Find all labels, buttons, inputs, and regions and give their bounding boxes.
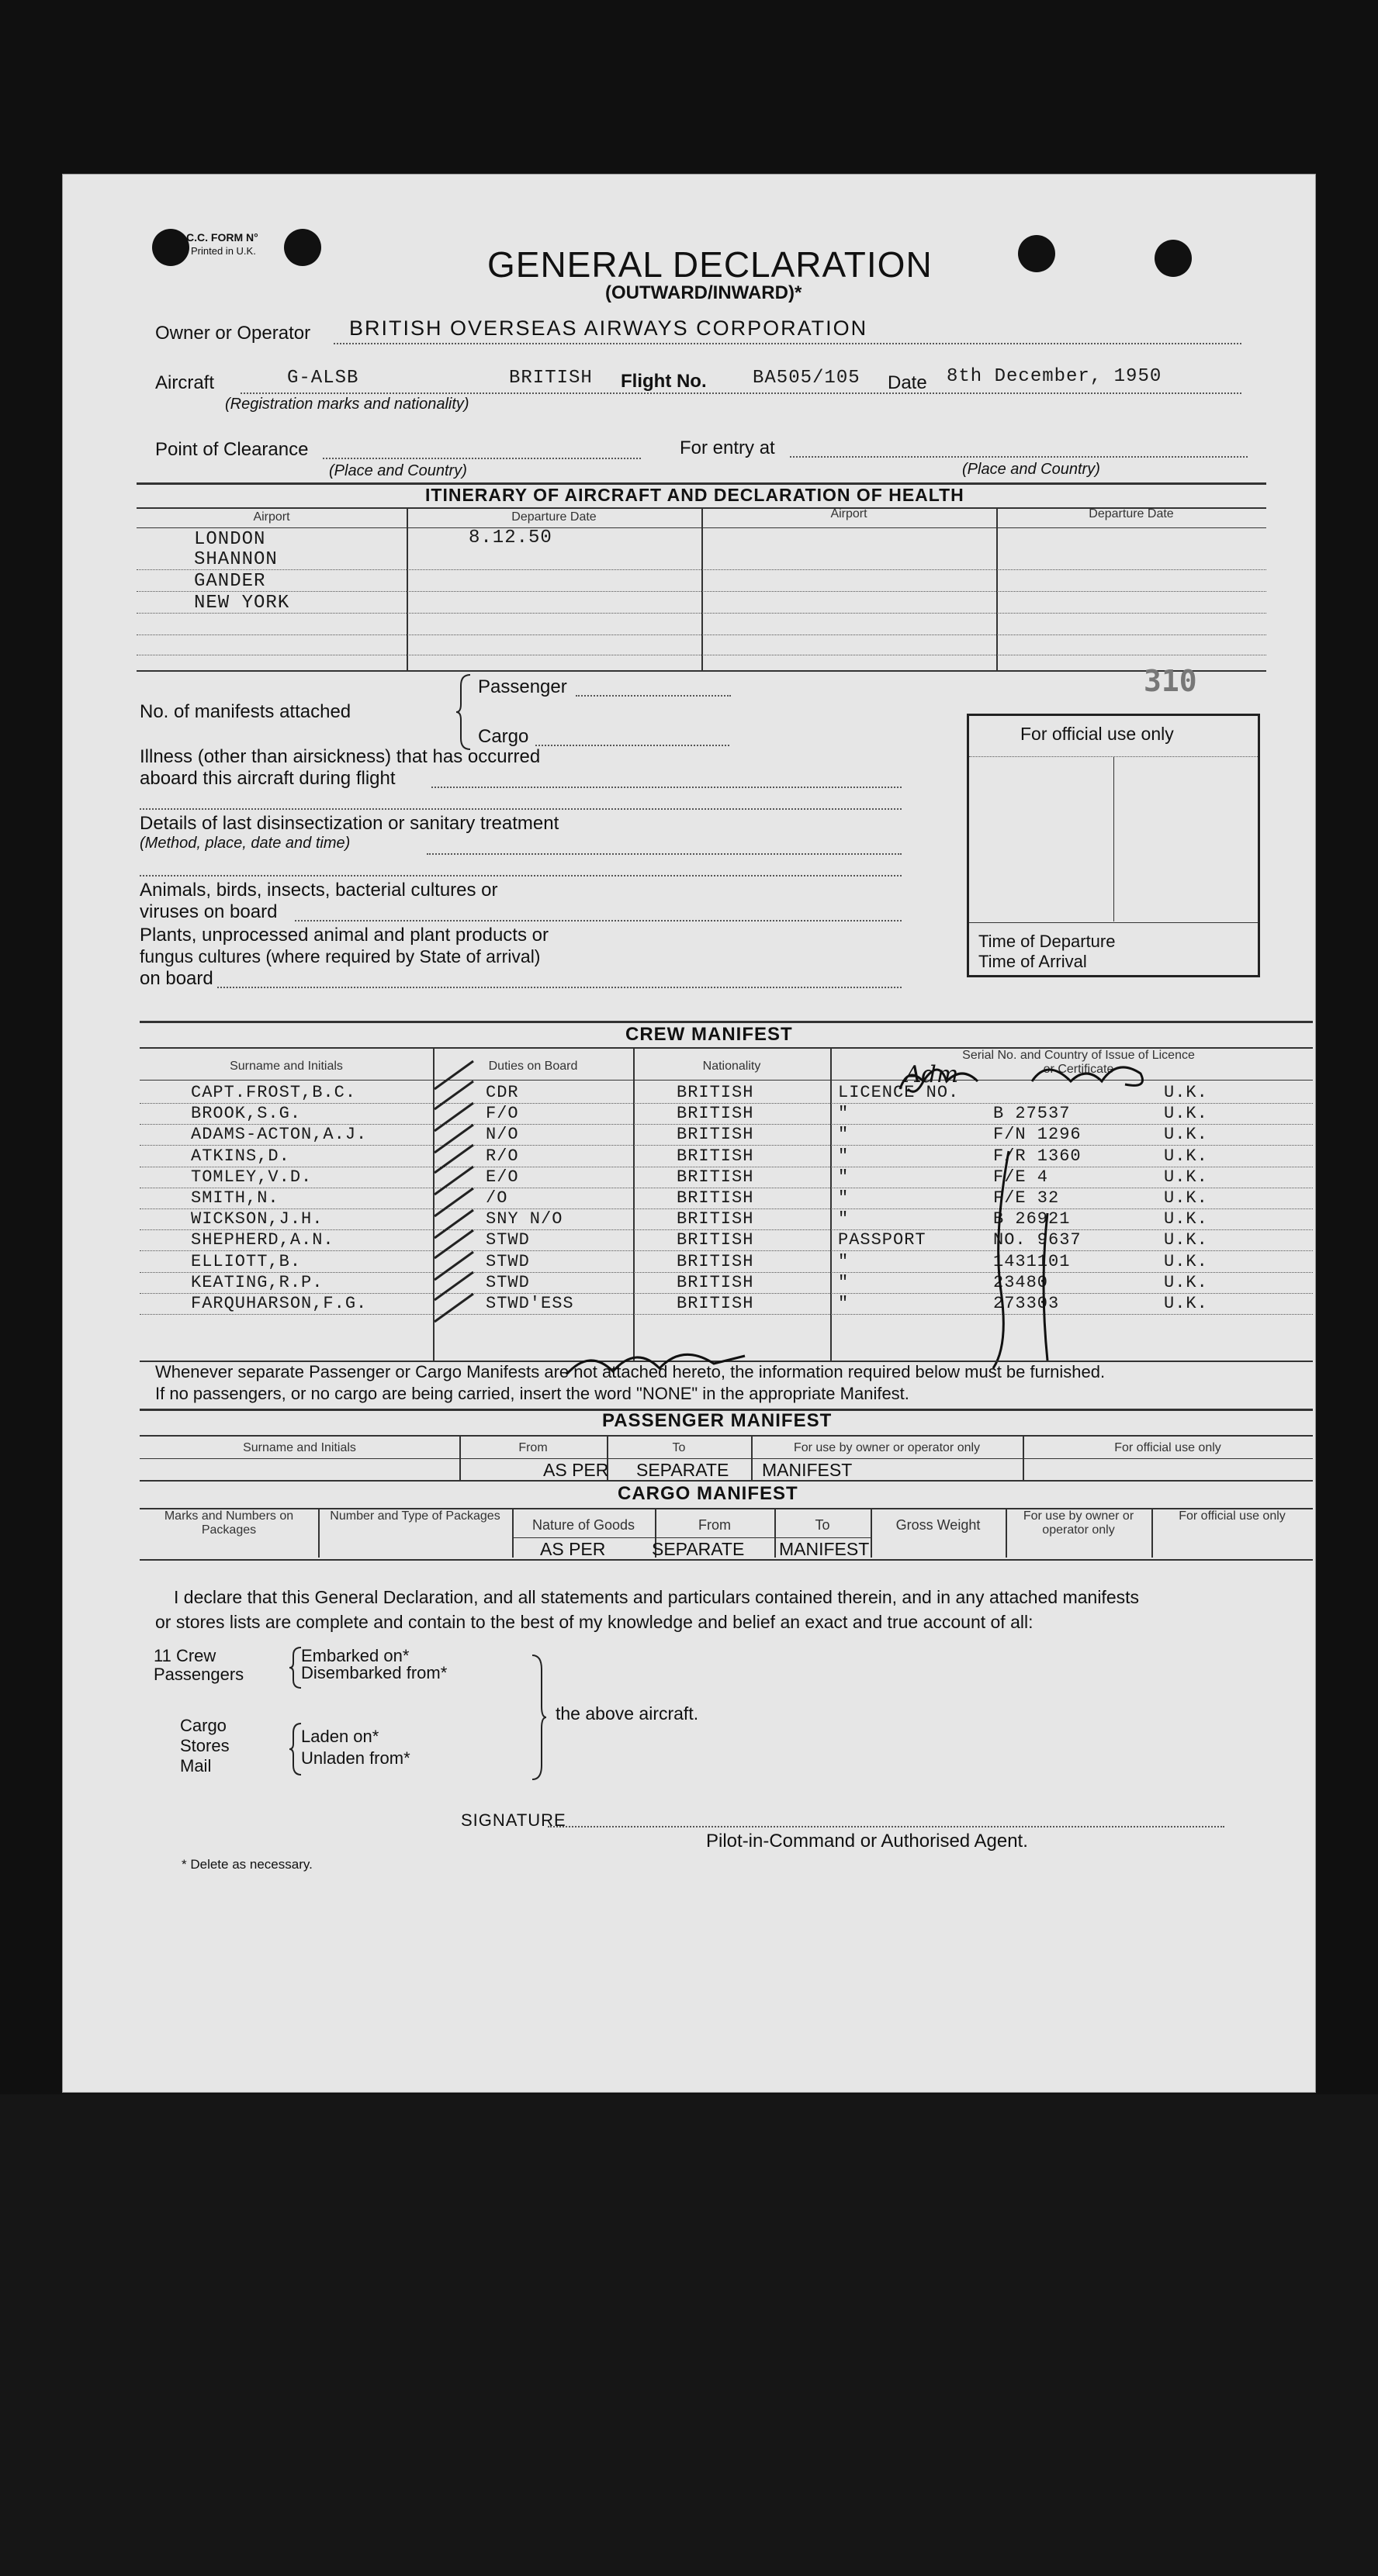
manifest-passenger-label: Passenger <box>478 676 567 697</box>
official-use-rule <box>969 922 1258 923</box>
official-use-box <box>967 714 1260 977</box>
signature-label: SIGNATURE <box>461 1810 566 1830</box>
cargo-col-weight: Gross Weight <box>895 1517 981 1533</box>
crew-country: U.K. <box>1164 1104 1208 1124</box>
stamp-number: 310 <box>1144 664 1197 698</box>
crew-duty: E/O <box>486 1167 519 1187</box>
unladen-label: Unladen from* <box>301 1748 410 1768</box>
itinerary-bottom-rule <box>137 670 1266 672</box>
illness-label-1: Illness (other than airsickness) that has occurred <box>140 746 541 767</box>
clearance-line <box>323 458 641 459</box>
crew-doc-type: " <box>838 1125 850 1145</box>
crew-country: U.K. <box>1164 1083 1208 1102</box>
aircraft-line <box>241 392 1241 394</box>
crew-doc-type: LICENCE NO. <box>838 1083 960 1102</box>
owner-value: BRITISH OVERSEAS AIRWAYS CORPORATION <box>349 316 868 340</box>
aircraft-nationality: BRITISH <box>509 368 593 389</box>
passenger-value-2: SEPARATE <box>636 1460 729 1480</box>
crew-country: U.K. <box>1164 1146 1208 1166</box>
disembarked-label: Disembarked from* <box>301 1663 448 1682</box>
crew-country: U.K. <box>1164 1230 1208 1250</box>
passenger-value-3: MANIFEST <box>762 1460 853 1480</box>
crew-count-value: 11 <box>154 1646 171 1665</box>
plants-line <box>217 987 902 988</box>
col-airport: Airport <box>830 507 867 520</box>
crew-country: U.K. <box>1164 1125 1208 1145</box>
crew-signature-scrawl: Adm <box>905 1061 959 1088</box>
scan-background <box>0 2094 1378 2576</box>
signature-line <box>548 1826 1224 1827</box>
official-use-divider <box>1113 757 1114 921</box>
crew-doc-type: " <box>838 1146 850 1166</box>
manifest-cargo-label: Cargo <box>478 726 529 747</box>
departure-date-value: 8.12.50 <box>469 527 552 548</box>
crew-nationality: BRITISH <box>677 1104 754 1124</box>
manifests-brace <box>455 673 473 751</box>
crew-doc-type: " <box>838 1209 850 1229</box>
crew-name: FARQUHARSON,F.G. <box>191 1294 368 1313</box>
crew-col-nationality: Nationality <box>702 1060 761 1073</box>
crew-count <box>154 1646 216 1666</box>
owner-line <box>334 343 1241 344</box>
crew-handwriting <box>892 1050 1249 1376</box>
crew-col-duties: Duties on Board <box>488 1060 578 1073</box>
official-use-title: For official use only <box>1020 724 1174 744</box>
mail-label: Mail <box>180 1756 212 1776</box>
cargo-col-marks: Marks and Numbers on Packages <box>164 1509 294 1537</box>
cargo-col-to: To <box>815 1517 830 1533</box>
cargo-declaration-label: Cargo <box>180 1716 227 1735</box>
form-subtitle: (OUTWARD/INWARD)* <box>605 282 802 303</box>
aircraft-label: Aircraft <box>155 372 215 393</box>
crew-nationality: BRITISH <box>677 1146 754 1166</box>
itinerary-header-rule <box>137 527 1266 528</box>
crew-country: U.K. <box>1164 1272 1208 1292</box>
crew-nationality: BRITISH <box>677 1272 754 1292</box>
itinerary-title: ITINERARY OF AIRCRAFT AND DECLARATION OF HEALTH <box>425 485 964 505</box>
crew-count-label: Crew <box>175 1646 216 1665</box>
col-airport: Airport <box>253 510 290 524</box>
crew-name: BROOK,S.G. <box>191 1104 302 1124</box>
manifest-cargo-line <box>535 745 729 746</box>
plants-label-3: on board <box>140 968 213 989</box>
punch-hole <box>152 229 189 266</box>
crew-title: CREW MANIFEST <box>625 1024 793 1045</box>
crew-doc-type: " <box>838 1167 850 1187</box>
plants-label-2: fungus cultures (where required by State of arrival) <box>140 946 541 966</box>
cargo-header-rule <box>512 1537 871 1538</box>
airport-4: NEW YORK <box>194 593 290 614</box>
clearance-note: (Place and Country) <box>329 462 467 479</box>
cargo-bottom-rule <box>140 1559 1313 1561</box>
disinsect-line <box>140 875 902 877</box>
punch-hole <box>284 229 321 266</box>
col-departure-date: Departure Date <box>511 510 597 524</box>
crew-duty: R/O <box>486 1146 519 1166</box>
crew-country: U.K. <box>1164 1167 1208 1187</box>
illness-line <box>140 808 902 810</box>
cargo-col-official: For official use only <box>1179 1509 1286 1523</box>
aircraft-brace <box>529 1654 548 1781</box>
crew-doc-number: 1431101 <box>993 1251 1071 1271</box>
crew-nationality: BRITISH <box>677 1209 754 1229</box>
embarked-label: Embarked on* <box>301 1646 410 1665</box>
entry-label: For entry at <box>680 437 775 458</box>
entry-note: (Place and Country) <box>962 461 1100 478</box>
crew-doc-type: " <box>838 1294 850 1313</box>
aircraft-note: (Registration marks and nationality) <box>225 396 469 413</box>
declaration-line-1: I declare that this General Declaration, and all statements and particulars contained therein, and in any attached manifests <box>174 1587 1139 1607</box>
cargo-value-2: SEPARATE <box>652 1539 745 1559</box>
crew-name: TOMLEY,V.D. <box>191 1167 313 1187</box>
crew-doc-type: " <box>838 1104 850 1124</box>
crew-duty: /O <box>486 1188 508 1208</box>
airport-3: GANDER <box>194 571 266 592</box>
itinerary-col <box>701 507 703 670</box>
notice-line-2: If no passengers, or no cargo are being carried, insert the word "NONE" in the appropriate Manifest. <box>155 1384 909 1403</box>
crew-doc-type: " <box>838 1272 850 1292</box>
itinerary-row-line <box>137 613 1266 614</box>
time-arrival-label: Time of Arrival <box>978 952 1087 971</box>
crew-col-name: Surname and Initials <box>230 1060 343 1073</box>
crew-doc-number: F/R 1360 <box>993 1146 1082 1166</box>
crew-duty: STWD <box>486 1251 530 1271</box>
animals-label-2: viruses on board <box>140 901 278 922</box>
crew-name: SMITH,N. <box>191 1188 279 1208</box>
form-title: GENERAL DECLARATION <box>487 244 933 285</box>
crew-country: U.K. <box>1164 1209 1208 1229</box>
crew-doc-type: " <box>838 1188 850 1208</box>
entry-line <box>790 456 1248 458</box>
crew-duty: CDR <box>486 1083 519 1102</box>
crew-country: U.K. <box>1164 1294 1208 1313</box>
airport-2: SHANNON <box>194 549 278 570</box>
passenger-col-to: To <box>672 1441 686 1454</box>
animals-line <box>295 920 902 921</box>
crew-doc-type: PASSPORT <box>838 1230 926 1250</box>
flight-label: Flight No. <box>621 371 707 392</box>
crew-name: ATKINS,D. <box>191 1146 290 1166</box>
passenger-col-name: Surname and Initials <box>243 1441 356 1454</box>
animals-label-1: Animals, birds, insects, bacterial cultures or <box>140 880 498 901</box>
punch-hole <box>1155 240 1192 277</box>
crew-name: CAPT.FROST,B.C. <box>191 1083 357 1102</box>
disinsect-line <box>427 853 902 855</box>
cargo-col-nature: Nature of Goods <box>531 1517 635 1533</box>
cargo-title: CARGO MANIFEST <box>618 1483 798 1504</box>
passenger-rule <box>140 1435 1313 1437</box>
crew-name: WICKSON,J.H. <box>191 1209 324 1229</box>
itinerary-row-line <box>137 569 1266 570</box>
aircraft-reg: G-ALSB <box>287 368 359 389</box>
cargo-col-number: Number and Type of Packages <box>330 1509 500 1523</box>
owner-label: Owner or Operator <box>155 323 311 344</box>
crew-duty: STWD <box>486 1272 530 1292</box>
punch-hole <box>1018 235 1055 272</box>
cargo-col-from: From <box>698 1517 731 1533</box>
cargo-value-1: AS PER <box>540 1539 606 1559</box>
crew-nationality: BRITISH <box>677 1125 754 1145</box>
disinsect-label-1: Details of last disinsectization or sanitary treatment <box>140 813 559 834</box>
cargo-col-owner: For use by owner or operator only <box>1023 1509 1134 1537</box>
crew-nationality: BRITISH <box>677 1188 754 1208</box>
airport-1: LONDON <box>194 529 266 550</box>
crew-name: ELLIOTT,B. <box>191 1251 302 1271</box>
crew-doc-number: 23480 <box>993 1272 1049 1292</box>
crew-duty: F/O <box>486 1104 519 1124</box>
itinerary-col <box>996 507 998 670</box>
cargo-value-3: MANIFEST <box>779 1539 870 1559</box>
crew-doc-number: F/E 32 <box>993 1188 1060 1208</box>
passenger-col-official: For official use only <box>1114 1441 1221 1454</box>
crew-doc-number: 273303 <box>993 1294 1060 1313</box>
itinerary-row-line <box>137 634 1266 635</box>
crew-nationality: BRITISH <box>677 1251 754 1271</box>
passenger-title: PASSENGER MANIFEST <box>602 1410 833 1431</box>
manifest-passenger-line <box>576 695 731 697</box>
notice-handwriting <box>559 1340 760 1387</box>
crew-duty: STWD'ESS <box>486 1294 574 1313</box>
crew-country: U.K. <box>1164 1251 1208 1271</box>
form-ref: C.C. FORM N° <box>186 231 258 244</box>
date-value: 8th December, 1950 <box>947 366 1162 387</box>
illness-line <box>431 787 902 788</box>
notice-line-1: Whenever separate Passenger or Cargo Manifests are not attached hereto, the information required below must be furnished. <box>155 1362 1106 1381</box>
crew-duty: SNY N/O <box>486 1209 563 1229</box>
col-departure-date: Departure Date <box>1089 507 1174 520</box>
delete-note: * Delete as necessary. <box>182 1857 313 1872</box>
crew-col-licence: Serial No. and Country of Issue of Licence or Certificate <box>962 1049 1195 1076</box>
crew-doc-number: B 26921 <box>993 1209 1071 1229</box>
declaration-page <box>62 174 1316 2093</box>
passengers-label: Passengers <box>154 1665 244 1684</box>
passenger-col-from: From <box>518 1441 548 1454</box>
crew-doc-number: B 27537 <box>993 1104 1071 1124</box>
passenger-header-rule <box>140 1458 1313 1459</box>
crew-nationality: BRITISH <box>677 1230 754 1250</box>
declaration-line-2: or stores lists are complete and contain to the best of my knowledge and belief an exact and true account of all: <box>155 1612 1034 1632</box>
date-label: Date <box>888 372 927 393</box>
crew-name: KEATING,R.P. <box>191 1272 324 1292</box>
clearance-label: Point of Clearance <box>155 439 309 460</box>
crew-doc-number: F/E 4 <box>993 1167 1049 1187</box>
pilot-label: Pilot-in-Command or Authorised Agent. <box>706 1831 1028 1852</box>
crew-top-rule <box>140 1021 1313 1023</box>
crew-doc-type: " <box>838 1251 850 1271</box>
crew-nationality: BRITISH <box>677 1167 754 1187</box>
passenger-bottom-rule <box>140 1480 1313 1482</box>
passenger-value-1: AS PER <box>543 1460 609 1480</box>
manifests-label: No. of manifests attached <box>140 701 351 722</box>
itinerary-row-line <box>137 591 1266 592</box>
crew-duty: STWD <box>486 1230 530 1250</box>
flight-value: BA505/105 <box>753 368 860 389</box>
duties-strike-marks <box>427 1058 520 1361</box>
above-aircraft: the above aircraft. <box>556 1703 699 1724</box>
crew-duty: N/O <box>486 1125 519 1145</box>
passenger-col-owner: For use by owner or operator only <box>793 1441 981 1454</box>
crew-country: U.K. <box>1164 1188 1208 1208</box>
crew-doc-number: NO. 9637 <box>993 1230 1082 1250</box>
illness-label-2: aboard this aircraft during flight <box>140 768 396 789</box>
crew-nationality: BRITISH <box>677 1294 754 1313</box>
stores-label: Stores <box>180 1736 230 1755</box>
crew-nationality: BRITISH <box>677 1083 754 1102</box>
laden-label: Laden on* <box>301 1727 379 1746</box>
crew-name: ADAMS-ACTON,A.J. <box>191 1125 368 1145</box>
crew-name: SHEPHERD,A.N. <box>191 1230 334 1250</box>
form-printed: Printed in U.K. <box>191 245 256 257</box>
itinerary-col <box>407 507 408 670</box>
time-departure-label: Time of Departure <box>978 932 1116 951</box>
plants-label-1: Plants, unprocessed animal and plant products or <box>140 925 549 946</box>
disinsect-label-2: (Method, place, date and time) <box>140 835 351 852</box>
crew-doc-number: F/N 1296 <box>993 1125 1082 1145</box>
